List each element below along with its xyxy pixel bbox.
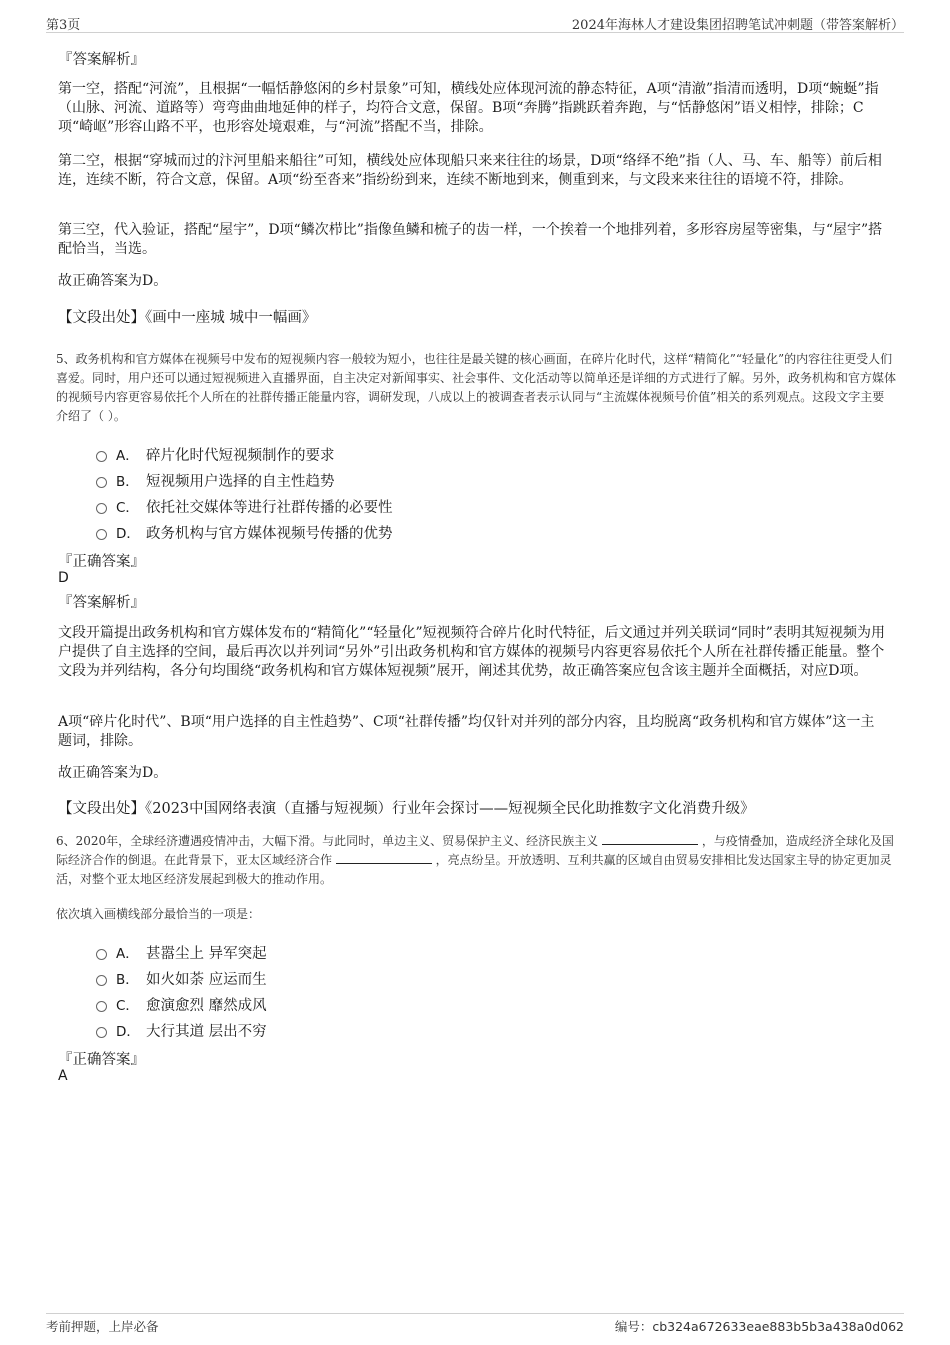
q6-option-c[interactable] [96, 993, 267, 1015]
option-key: C． [116, 998, 139, 1014]
radio-icon[interactable] [96, 949, 107, 960]
page-number: 第3页 [46, 18, 81, 33]
option-key: D． [116, 526, 140, 542]
radio-icon[interactable] [96, 1027, 107, 1038]
radio-icon[interactable] [96, 1001, 107, 1012]
q6-option-d[interactable] [96, 1019, 267, 1041]
q6-option-b[interactable] [96, 967, 267, 989]
radio-icon[interactable] [96, 503, 107, 514]
option-key: A． [116, 448, 139, 464]
radio-icon[interactable] [96, 975, 107, 986]
analysis-conclusion: 故正确答案为D。 [58, 273, 168, 289]
q6-prompt: 依次填入画横线部分最恰当的一项是： [56, 907, 261, 921]
code-value: cb324a672633eae883b5b3a438a0d062 [652, 1319, 904, 1334]
q5-passage-source: 【文段出处】《2023中国网络表演（直播与短视频）行业年会探讨——短视频全民化助推数字文化消费升级》 [58, 801, 755, 817]
q6-answer-label: 『正确答案』 [58, 1052, 145, 1068]
q5-analysis-paragraph-1: 文段开篇提出政务机构和官方媒体发布的“精简化”“轻量化”短视频符合碎片化时代特征，后文通过并列关联词“同时”表明其短视频为用户提供了自主选择的空间，最后再次以并列词“另外”引出政务机构和官方媒体的视频号内容更容易依托个人所在社群传播正能量。整个文段为并列结构，各分句均围绕“政务机构和官方媒体短视频”展开，阐述其优势，故正确答案应包含该主题并全面概括，对应D项。 [58, 625, 885, 679]
option-key: B． [116, 474, 139, 490]
footer-slogan: 考前押题，上岸必备 [46, 1319, 159, 1334]
q6-stem-part-1: 6、2020年，全球经济遭遇疫情冲击，大幅下滑。与此同时，单边主义、贸易保护主义、经济民族主义 [56, 834, 599, 848]
option-key: C． [116, 500, 139, 516]
option-key: B． [116, 972, 139, 988]
option-text: 短视频用户选择的自主性趋势 [146, 473, 335, 490]
q5-option-b[interactable] [96, 469, 335, 491]
q5-option-d[interactable] [96, 521, 393, 543]
fill-blank-2[interactable] [336, 851, 432, 864]
q5-answer: D [58, 570, 69, 586]
analysis-paragraph-3: 第三空，代入验证，搭配“屋宇”，D项“鳞次栉比”指像鱼鳞和梳子的齿一样，一个挨着一个地排列着，多形容房屋等密集，与“屋宇”搭配恰当，当选。 [58, 222, 883, 257]
radio-icon[interactable] [96, 477, 107, 488]
q5-analysis-label: 『答案解析』 [58, 595, 145, 611]
option-text: 依托社交媒体等进行社群传播的必要性 [146, 499, 393, 516]
option-text: 政务机构与官方媒体视频号传播的优势 [146, 525, 393, 542]
option-text: 碎片化时代短视频制作的要求 [146, 447, 335, 464]
question-5-stem: 5、政务机构和官方媒体在视频号中发布的短视频内容一般较为短小，也往往是最关键的核心画面，在碎片化时代，这样“精简化”“轻量化”的内容往往更受人们喜爱。同时，用户还可以通过短视频进入直播界面，自主决定对新闻事实、社会事件、文化活动等以简单还是详细的方式进行了解。另外，政务机构和官方媒体的视频号内容更容易依托个人所在的社群传播正能量内容，调研发现，八成以上的被调查者表示认同与“主流媒体视频号价值”相关的系列观点。这段文字主要介绍了（ ）。 [56, 352, 897, 423]
analysis-paragraph-2: 第二空，根据“穿城而过的汴河里船来船往”可知，横线处应体现船只来来往往的场景，D项“络绎不绝”指（人、马、车、船等）前后相连，连续不断，符合文意，保留。A项“纷至沓来”指纷纷到来，连续不断地到来，侧重到来，与文段来来往往的语境不符，排除。 [58, 153, 882, 188]
option-text: 大行其道 层出不穷 [146, 1023, 267, 1040]
code-label: 编号： [614, 1319, 653, 1334]
document-title: 2024年海林人才建设集团招聘笔试冲刺题（带答案解析） [571, 18, 904, 33]
radio-icon[interactable] [96, 529, 107, 540]
q5-analysis-conclusion: 故正确答案为D。 [58, 765, 168, 781]
option-text: 愈演愈烈 靡然成风 [146, 997, 267, 1014]
q5-analysis-paragraph-2: A项“碎片化时代”、B项“用户选择的自主性趋势”、C项“社群传播”均仅针对并列的部分内容，且均脱离“政务机构和官方媒体”这一主题词，排除。 [58, 714, 875, 749]
q5-answer-label: 『正确答案』 [58, 554, 145, 570]
analysis-paragraph-1: 第一空，搭配“河流”，且根据“一幅恬静悠闲的乡村景象”可知，横线处应体现河流的静态特征，A项“清澈”指清而透明，D项“蜿蜒”指（山脉、河流、道路等）弯弯曲曲地延伸的样子，均符合文意，保留。B项“奔腾”指跳跃着奔跑，与“恬静悠闲”语义相悖，排除；C项“崎岖”形容山路不平，也形容处境艰难，与“河流”搭配不当，排除。 [58, 81, 879, 135]
fill-blank-1[interactable] [602, 832, 698, 845]
document-code [615, 1317, 904, 1335]
q6-option-a[interactable] [96, 941, 267, 963]
page-header [46, 14, 904, 33]
page-footer [46, 1313, 904, 1334]
option-text: 甚嚣尘上 异军突起 [146, 945, 267, 962]
passage-source: 【文段出处】《画中一座城 城中一幅画》 [58, 310, 317, 326]
analysis-label: 『答案解析』 [58, 52, 145, 68]
q6-stem-part-2: ，与疫情叠加，造成经济全球化及国际经济合作的倒退。在此背景下，亚太区域经济合作 [56, 834, 894, 867]
question-6-stem [56, 832, 896, 889]
option-text: 如火如荼 应运而生 [146, 971, 267, 988]
q6-stem-part-3: ，亮点纷呈。开放透明、互利共赢的区域自由贸易安排相比发达国家主导的协定更加灵活，对整个亚太地区经济发展起到极大的推动作用。 [56, 853, 892, 886]
q5-option-a[interactable] [96, 443, 335, 465]
q6-answer: A [58, 1068, 68, 1084]
option-key: A． [116, 946, 139, 962]
option-key: D． [116, 1024, 140, 1040]
q5-option-c[interactable] [96, 495, 393, 517]
radio-icon[interactable] [96, 451, 107, 462]
